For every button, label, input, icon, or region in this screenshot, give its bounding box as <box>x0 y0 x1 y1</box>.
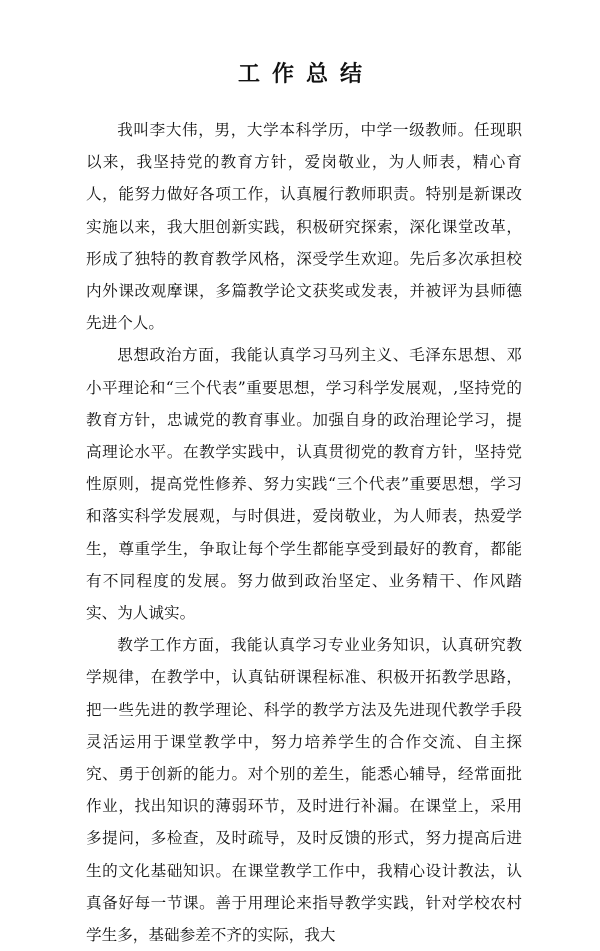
document-body <box>86 114 522 951</box>
paragraph-introduction: 我叫李大伟，男，大学本科学历，中学一级教师。任现职以来，我坚持党的教育方针，爱岗敬业，为人师表，精心育人，能努力做好各项工作，认真履行教师职责。特别是新课改实施以来，我大胆创新实践，积极研究探索，深化课堂改革，形成了独特的教育教学风格，深受学生欢迎。先后多次承担校内外课改观摩课，多篇教学论文获奖或发表，并被评为县师德先进个人。 <box>86 121 522 333</box>
document-title: 工作总结 <box>237 62 374 87</box>
paragraph-political-thought: 思想政治方面，我能认真学习马列主义、毛泽东思想、邓小平理论和“三个代表”重要思想，学习科学发展观，,坚持党的教育方针，忠诚党的教育事业。加强自身的政治理论学习，提高理论水平。在教学实践中，认真贯彻党的教育方针，坚持党性原则，提高党性修养、努力实践“三个代表”重要思想，学习和落实科学发展观，与时俱进，爱岗敬业，为人师表，热爱学生，尊重学生，争取让每个学生都能享受到最好的教育，都能有不同程度的发展。努力做到政治坚定、业务精干、作风踏实、为人诚实。 <box>86 346 522 623</box>
paragraph-teaching-work: 教学工作方面，我能认真学习专业业务知识，认真研究教学规律，在教学中，认真钻研课程标准、积极开拓教学思路，把一些先进的教学理论、科学的教学方法及先进现代教学手段灵活运用于课堂教学中，努力培养学生的合作交流、自主探究、勇于创新的能力。对个别的差生，能悉心辅导，经常面批作业，找出知识的薄弱环节，及时进行补漏。在课堂上，采用多提问，多检查，及时疏导，及时反馈的形式，努力提高后进生的文化基础知识。在课堂教学工作中，我精心设计教法，认真备好每一节课。善于用理论来指导教学实践，针对学校农村学生多，基础参差不齐的实际，我大 <box>86 636 522 945</box>
